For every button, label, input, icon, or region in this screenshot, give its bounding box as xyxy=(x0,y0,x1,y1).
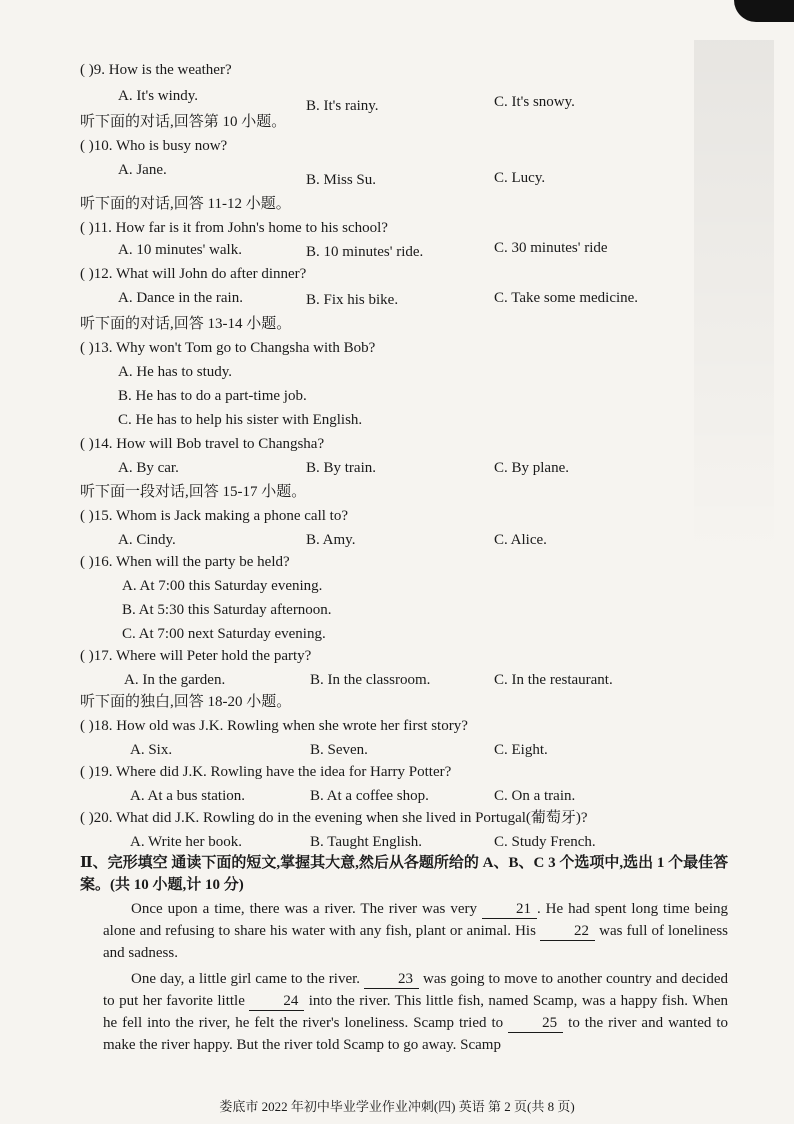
q12-option-b: B. Fix his bike. xyxy=(306,292,399,308)
q17-option-a: A. In the garden. xyxy=(124,672,226,688)
q17-option-b: B. In the classroom. xyxy=(310,672,431,688)
scan-corner-mark xyxy=(734,0,794,22)
q15-option-a: A. Cindy. xyxy=(118,532,176,548)
question-10: ( )10. Who is busy now? xyxy=(80,138,228,154)
q13-option-a: A. He has to study. xyxy=(118,364,233,380)
q9-option-c: C. It's snowy. xyxy=(494,94,575,110)
passage-text: to the river and wanted to make the river happy. But the river told Scamp to go away. Scamp xyxy=(103,1015,729,1053)
q17-option-c: C. In the restaurant. xyxy=(494,672,613,688)
blank-23[interactable]: 23 xyxy=(364,970,419,989)
q12-option-a: A. Dance in the rain. xyxy=(118,290,243,306)
q19-option-a: A. At a bus station. xyxy=(130,788,245,804)
q13-option-c: C. He has to help his sister with English. xyxy=(118,412,363,428)
question-15: ( )15. Whom is Jack making a phone call to? xyxy=(80,508,348,524)
instruction-15-17: 听下面一段对话,回答 15-17 小题。 xyxy=(80,484,307,500)
q20-option-c: C. Study French. xyxy=(494,834,596,850)
q14-option-b: B. By train. xyxy=(306,460,376,476)
question-17: ( )17. Where will Peter hold the party? xyxy=(80,648,312,664)
question-18: ( )18. How old was J.K. Rowling when she wrote her first story? xyxy=(80,718,468,734)
q16-option-b: B. At 5:30 this Saturday afternoon. xyxy=(122,602,332,618)
q16-option-a: A. At 7:00 this Saturday evening. xyxy=(122,578,323,594)
passage-paragraph-1 xyxy=(103,898,728,964)
q18-option-c: C. Eight. xyxy=(494,742,548,758)
q11-option-c: C. 30 minutes' ride xyxy=(494,240,608,256)
blank-22[interactable]: 22 xyxy=(540,922,595,941)
q20-option-a: A. Write her book. xyxy=(130,834,243,850)
q18-option-a: A. Six. xyxy=(130,742,173,758)
q10-option-b: B. Miss Su. xyxy=(306,172,377,188)
section-2-title: Ⅱ、完形填空 通读下面的短文,掌握其大意,然后从各题所给的 A、B、C 3 个选项中,选出 1 个最佳答案。(共 10 小题,计 10 分) xyxy=(80,855,729,893)
instruction-11-12: 听下面的对话,回答 11-12 小题。 xyxy=(80,196,291,212)
cloze-passage xyxy=(103,898,728,1056)
q14-option-c: C. By plane. xyxy=(494,460,569,476)
q19-option-c: C. On a train. xyxy=(494,788,576,804)
question-11: ( )11. How far is it from John's home to his school? xyxy=(80,220,388,236)
blank-21[interactable]: 21 xyxy=(482,900,537,919)
question-19: ( )19. Where did J.K. Rowling have the idea for Harry Potter? xyxy=(80,764,452,780)
q10-option-a: A. Jane. xyxy=(118,162,167,178)
passage-paragraph-2 xyxy=(103,968,728,1056)
passage-text: . He had spent long time being alone and refusing to share his water with any fish, plant or animal. His xyxy=(103,901,729,939)
q14-option-a: A. By car. xyxy=(118,460,179,476)
q10-option-c: C. Lucy. xyxy=(494,170,546,186)
q12-option-c: C. Take some medicine. xyxy=(494,290,639,306)
page-footer: 娄底市 2022 年初中毕业学业作业冲刺(四) 英语 第 2 页(共 8 页) xyxy=(219,1099,575,1114)
q11-option-a: A. 10 minutes' walk. xyxy=(118,242,242,258)
question-14: ( )14. How will Bob travel to Changsha? xyxy=(80,436,325,452)
q19-option-b: B. At a coffee shop. xyxy=(310,788,429,804)
q11-option-b: B. 10 minutes' ride. xyxy=(306,244,424,260)
question-12: ( )12. What will John do after dinner? xyxy=(80,266,307,282)
instruction-13-14: 听下面的对话,回答 13-14 小题。 xyxy=(80,316,292,332)
question-9: ( )9. How is the weather? xyxy=(80,62,232,78)
q18-option-b: B. Seven. xyxy=(310,742,368,758)
instruction-10: 听下面的对话,回答第 10 小题。 xyxy=(80,114,287,130)
instruction-18-20: 听下面的独白,回答 18-20 小题。 xyxy=(80,694,292,710)
q16-option-c: C. At 7:00 next Saturday evening. xyxy=(122,626,326,642)
q9-option-b: B. It's rainy. xyxy=(306,98,379,114)
passage-text: was going to move to another country and decided to put her favorite little xyxy=(103,971,729,1009)
q13-option-b: B. He has to do a part-time job. xyxy=(118,388,307,404)
blank-25[interactable]: 25 xyxy=(508,1014,563,1033)
question-13: ( )13. Why won't Tom go to Changsha with Bob? xyxy=(80,340,376,356)
q20-option-b: B. Taught English. xyxy=(310,834,423,850)
passage-text: was full of loneliness and sadness. xyxy=(103,923,729,961)
bleed-through-shadow xyxy=(694,40,774,560)
blank-24[interactable]: 24 xyxy=(249,992,304,1011)
question-20: ( )20. What did J.K. Rowling do in the evening when she lived in Portugal(葡萄牙)? xyxy=(80,810,588,826)
passage-text: Once upon a time, there was a river. The river was very xyxy=(131,901,477,917)
question-16: ( )16. When will the party be held? xyxy=(80,554,290,570)
q9-option-a: A. It's windy. xyxy=(118,88,199,104)
passage-text: into the river. This little fish, named Scamp, was a happy fish. When he fell into the river, he felt the river's loneliness. Scamp tried to xyxy=(103,993,729,1031)
passage-text: One day, a little girl came to the river. xyxy=(131,971,361,987)
q15-option-c: C. Alice. xyxy=(494,532,547,548)
q15-option-b: B. Amy. xyxy=(306,532,356,548)
